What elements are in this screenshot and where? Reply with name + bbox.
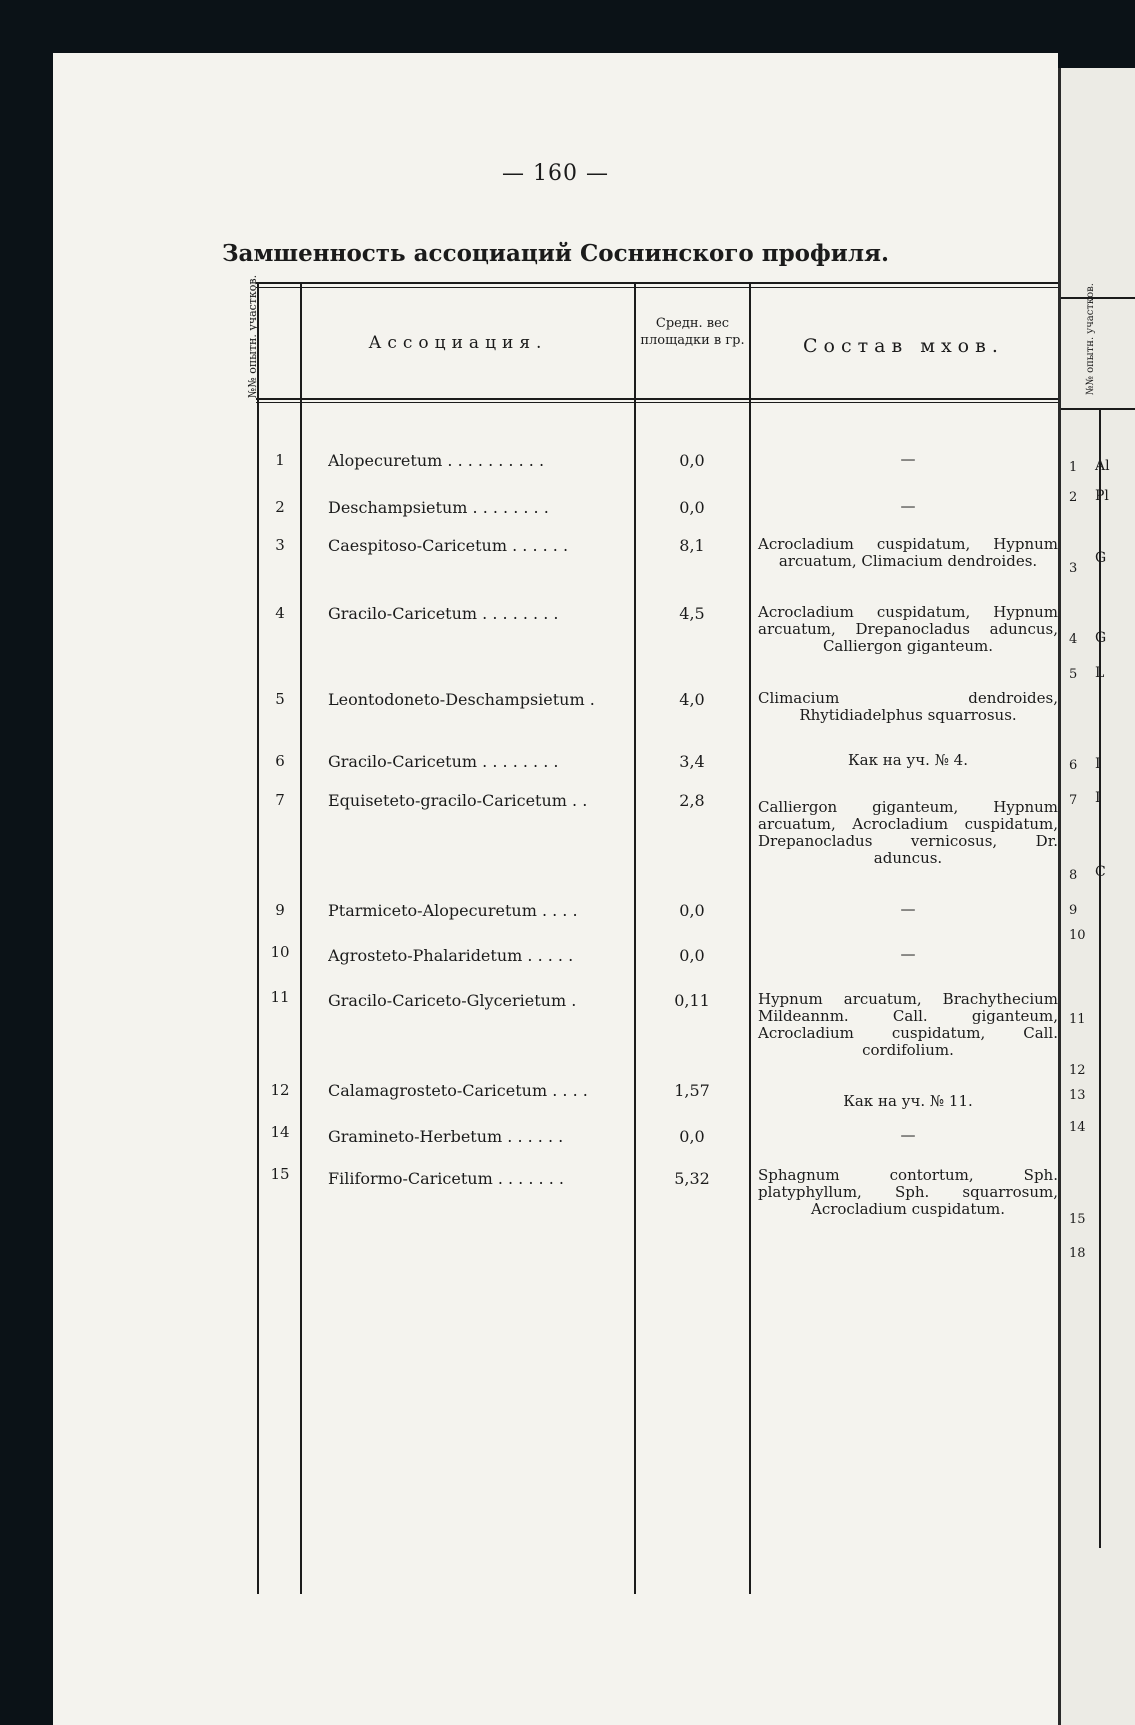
average-weight: 4,0 [679,690,705,709]
plot-number: 4 [275,604,285,622]
edge-plot-number: 12 [1069,1063,1086,1078]
plot-number: 9 [275,901,285,919]
plot-number: 10 [270,943,290,961]
average-weight: 0,0 [679,498,705,517]
moss-composition: Climacium dendroides, Rhytidiadelphus squarrosus. [758,689,1058,724]
table-title: Замшенность ассоциаций Соснинского профиля. [221,240,890,267]
plot-number: 7 [275,791,285,809]
edge-plot-number: 9 [1069,903,1078,918]
edge-association-fragment: G [1095,630,1107,646]
edge-plot-number: 1 [1069,460,1078,475]
column-line-weight [749,282,751,1594]
edge-plot-number: 13 [1069,1088,1086,1103]
edge-header: №№ опытн. участков. [1085,283,1097,395]
plot-number: 15 [270,1165,290,1183]
book-page [53,53,1058,1725]
average-weight: 5,32 [674,1169,710,1188]
average-weight: 0,0 [679,901,705,920]
header-bottom-rule [256,398,1058,400]
moss-composition: Acrocladium cuspidatum, Hypnum arcuatum, Drepanocladus aduncus, Calliergon giganteum. [758,603,1058,655]
average-weight: 3,4 [679,752,705,771]
average-weight: 0,11 [674,991,710,1010]
edge-plot-number: 6 [1069,758,1078,773]
association-name: Filiformo-Caricetum . . . . . . . [328,1169,564,1188]
column-line-left [257,282,259,1594]
moss-composition: Как на уч. № 11. [843,1092,973,1110]
association-name: Gracilo-Caricetum . . . . . . . . [328,604,559,623]
plot-number: 5 [275,690,285,708]
edge-plot-number: 11 [1069,1012,1086,1027]
edge-association-fragment: I [1095,756,1101,772]
header-association: Ассоциация. [368,333,548,353]
average-weight: 1,57 [674,1081,710,1100]
moss-composition: — [900,1126,916,1144]
moss-composition: — [900,945,916,963]
edge-plot-number: 2 [1069,490,1078,505]
header-bottom-rule-thin [256,402,1058,403]
moss-composition: Sphagnum contortum, Sph. platyphyllum, Sph. squarrosum, Acrocladium cuspidatum. [758,1166,1058,1218]
edge-rule [1061,408,1135,410]
edge-plot-number: 5 [1069,667,1078,682]
association-name: Calamagrosteto-Caricetum . . . . [328,1081,588,1100]
edge-plot-number: 18 [1069,1246,1086,1261]
plot-number: 11 [270,988,290,1006]
plot-number: 6 [275,752,285,770]
plot-number: 14 [270,1123,290,1141]
association-name: Equiseteto-gracilo-Caricetum . . [328,791,588,810]
edge-plot-number: 15 [1069,1212,1086,1227]
association-name: Gracilo-Cariceto-Glycerietum . [328,991,577,1010]
plot-number: 2 [275,498,285,516]
association-name: Deschampsietum . . . . . . . . [328,498,549,517]
association-name: Gramineto-Herbetum . . . . . . [328,1127,564,1146]
association-name: Agrosteto-Phalaridetum . . . . . [328,946,574,965]
edge-plot-number: 3 [1069,561,1078,576]
average-weight: 0,0 [679,451,705,470]
moss-composition: Calliergon giganteum, Hypnum arcuatum, Acrocladium cuspidatum, Drepanocladus vernicosus, Dr. aduncus. [758,798,1058,867]
moss-composition: — [900,900,916,918]
header-top-rule [256,282,1058,284]
association-name: Ptarmiceto-Alopecuretum . . . . [328,901,578,920]
association-name: Leontodoneto-Deschampsietum . [328,690,595,709]
header-top-rule-thin [256,287,1058,288]
average-weight: 8,1 [679,536,705,555]
header-plot-number: №№ опытн. участков. [246,274,260,398]
edge-plot-number: 8 [1069,868,1078,883]
edge-association-fragment: G [1095,550,1107,566]
column-line-num [300,282,302,1594]
plot-number: 12 [270,1081,290,1099]
edge-plot-number: 4 [1069,632,1078,647]
adjacent-page-edge [1058,68,1135,1725]
edge-plot-number: 14 [1069,1120,1086,1135]
edge-association-fragment: I [1095,790,1101,806]
association-name: Gracilo-Caricetum . . . . . . . . [328,752,559,771]
average-weight: 2,8 [679,791,705,810]
page-number: — 160 — [502,161,609,186]
moss-composition: Acrocladium cuspidatum, Hypnum arcuatum, Climacium dendroides. [758,535,1058,570]
column-line-assoc [634,282,636,1594]
edge-rule [1061,297,1135,299]
association-name: Alopecuretum . . . . . . . . . . [328,451,545,470]
moss-composition: — [900,450,916,468]
moss-composition: Hypnum arcuatum, Brachythecium Mildeannm. Call. giganteum, Acrocladium cuspidatum, Call. cordifolium. [758,990,1058,1059]
edge-column-line [1099,408,1101,1548]
average-weight: 0,0 [679,1127,705,1146]
plot-number: 1 [275,451,285,469]
average-weight: 0,0 [679,946,705,965]
association-name: Caespitoso-Caricetum . . . . . . [328,536,569,555]
edge-association-fragment: L [1095,665,1105,681]
edge-association-fragment: Al [1095,458,1110,474]
header-moss-composition: Состав мхов. [803,335,1004,357]
moss-composition: — [900,497,916,515]
edge-plot-number: 7 [1069,793,1078,808]
moss-composition: Как на уч. № 4. [848,751,968,769]
header-average-weight: Средн. вес площадки в гр. [640,316,745,348]
edge-association-fragment: C [1095,864,1106,880]
average-weight: 4,5 [679,604,705,623]
edge-association-fragment: Pl [1095,488,1109,504]
edge-plot-number: 10 [1069,928,1086,943]
plot-number: 3 [275,536,285,554]
